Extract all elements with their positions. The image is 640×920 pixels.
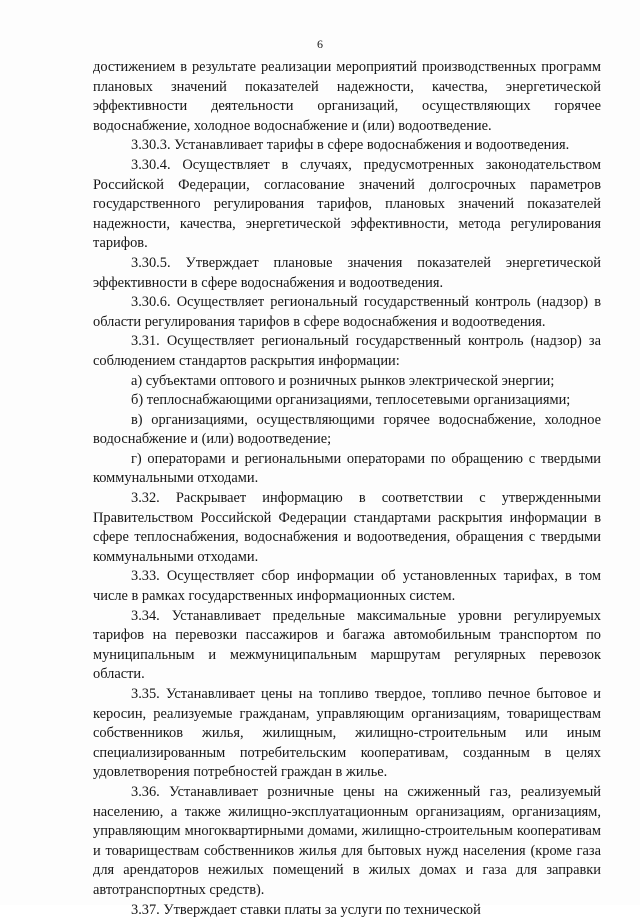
paragraph: 3.35. Устанавливает цены на топливо твердое, топливо печное бытовое и керосин, реализуемые гражданам, управляющим организациям, товариществам собственников жилья, жилищным, жилищно-строительным или иным специализированным потребительским кооперативам, созданным в целях удовлетворения потребностей граждан в жилье. bbox=[93, 686, 601, 781]
paragraph: 3.37. Утверждает ставки платы за услуги по технической bbox=[131, 901, 481, 918]
paragraph: достижением в результате реализации мероприятий производственных программ плановых значений показателей надежности, качества, энергетической эффективности деятельности организаций, осуществляющих горячее водоснабжение, холодное водоснабжение и (или) водоотведение. bbox=[93, 59, 601, 134]
paragraph: б) теплоснабжающими организациями, теплосетевыми организациями; bbox=[131, 392, 571, 409]
page-number: 6 bbox=[317, 37, 323, 51]
paragraph: а) субъектами оптового и розничных рынков электрической энергии; bbox=[131, 372, 555, 389]
paragraph: в) организациями, осуществляющими горячее водоснабжение, холодное водоснабжение и (или) водоотведение; bbox=[93, 411, 601, 448]
paragraph: 3.31. Осуществляет региональный государственный контроль (надзор) за соблюдением стандартов раскрытия информации: bbox=[93, 333, 601, 369]
paragraph: 3.30.3. Устанавливает тарифы в сфере водоснабжения и водоотведения. bbox=[131, 137, 570, 154]
paragraph: 3.30.5. Утверждает плановые значения показателей энергетической эффективности в сфере водоснабжения и водоотведения. bbox=[93, 254, 601, 291]
paragraph: 3.30.4. Осуществляет в случаях, предусмотренных законодательством Российской Федерации, согласование значений долгосрочных параметров государственного регулирования тарифов, плановых значений показателей надежности, качества, энергетической эффективности, метода регулирования тарифов. bbox=[93, 156, 601, 252]
paragraph: 3.34. Устанавливает предельные максимальные уровни регулируемых тарифов на перевозки пассажиров и багажа автомобильным транспортом по муниципальным и межмуниципальным маршрутам регулярных перевозок области. bbox=[93, 607, 601, 683]
paragraph: 3.32. Раскрывает информацию в соответствии с утвержденными Правительством Российской Федерации стандартами раскрытия информации в сфере теплоснабжения, водоснабжения и водоотведения, обращения с твердыми коммунальными отходами. bbox=[93, 490, 601, 565]
paragraph: г) операторами и региональными операторами по обращению с твердыми коммунальными отходами. bbox=[93, 450, 601, 487]
paragraph: 3.36. Устанавливает розничные цены на сжиженный газ, реализуемый населению, а также жилищно-эксплуатационным организациям, организациям, управляющим многоквартирными домами, жилищно-строительным кооперативам и товариществам собственников жилья для бытовых нужд населения (кроме газа для арендаторов нежилых помещений в жилых домах и газа для заправки автотранспортных средств). bbox=[93, 783, 601, 898]
document-body bbox=[93, 58, 601, 920]
paragraph: 3.30.6. Осуществляет региональный государственный контроль (надзор) в области регулирования тарифов в сфере водоснабжения и водоотведения. bbox=[93, 294, 601, 330]
paragraph: 3.33. Осуществляет сбор информации об установленных тарифах, в том числе в рамках государственных информационных систем. bbox=[93, 568, 601, 605]
